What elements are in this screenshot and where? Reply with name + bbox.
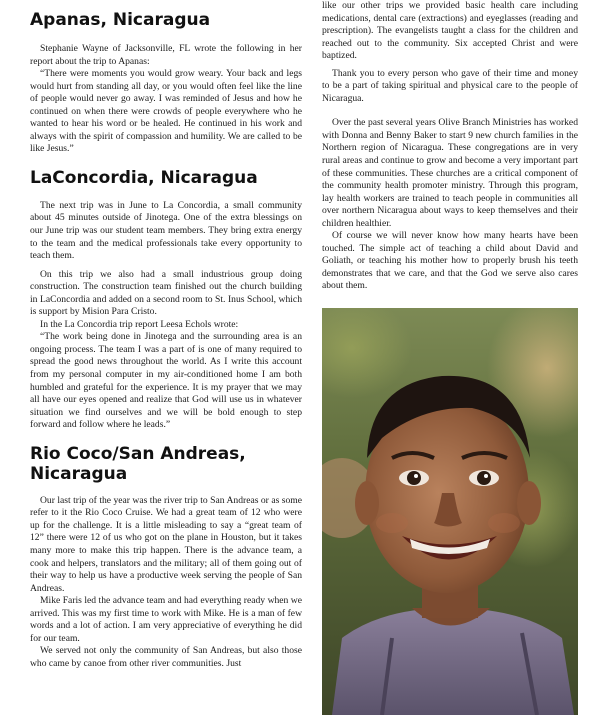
- heading-riococo: [30, 444, 302, 484]
- right-paragraph-4: Of course we will never know how many hearts have been touched. The simple act of teaching a child about David and Goliath, or teaching his mother how to properly brush his teeth demonstrates that we care, and that the God we serve also cares about them.: [322, 230, 578, 292]
- laconcordia-paragraph-2: On this trip we also had a small industrious group doing construction. The construction team finished out the church building in LaConcordia and added on a second room to St. Inus School, which is support by Mision Para Cristo.: [30, 268, 302, 318]
- apanas-paragraph-1: Stephanie Wayne of Jacksonville, FL wrote the following in her report about the trip to Apanas:: [30, 43, 302, 67]
- laconcordia-paragraph-4: “The work being done in Jinotega and the surrounding area is an ongoing process. The team I was a part of is one of many required to spread the good news throughout the world. As I write this account from my personal computer in my air-conditioned home I am both humbled and grateful for the experience. It is my prayer that we may all have our eyes opened and realize that God will use us in whatever situation we find ourselves and we will be bold enough to step forward and follow where he leads.”: [30, 331, 302, 431]
- heading-riococo-line-1: Rio Coco/San Andreas,: [30, 443, 246, 464]
- riococo-paragraph-2: Mike Faris led the advance team and had everything ready when we arrived. This was my first time to work with Mike. He is a man of few words and a lot of action. I am very appreciative of everything he did for our team.: [30, 595, 302, 644]
- riococo-paragraph-3: We served not only the community of San Andreas, but also those who came by canoe from other river communities. Just: [30, 645, 302, 669]
- right-paragraph-3: Over the past several years Olive Branch Ministries has worked with Donna and Benny Baker to start 9 new church families in the Northern region of Nicaragua. These congregations are in very rural areas and continue to grow and become a very important part of these communities. These churches are a critical component of the community health promoter ministry. Through this program, lay health workers are trained to teach people in communities all over northern Nicaragua about ways to keep themselves and their children healthier.: [322, 117, 578, 229]
- heading-apanas: Apanas, Nicaragua: [30, 10, 211, 30]
- heading-laconcordia: LaConcordia, Nicaragua: [30, 167, 258, 188]
- right-paragraph-1: like our other trips we provided basic health care including medications, dental care (extractions) and eyeglasses (reading and prescription). The evangelists taught a class for the children and reached out to the community. Six accepted Christ and were baptized.: [322, 0, 578, 62]
- riococo-paragraph-1: Our last trip of the year was the river trip to San Andreas or as some refer to it the Rio Coco Cruise. We had a great team of 12 who were up for the challenge. It is a little misleading to say a “great team of 12” there were 12 of us who got on the plane in Houston, but it takes many more to make this trip happen. There is the advance team, a cook and helpers, translators and the military; all of them going out of their way to help us have a productive week serving the people of San Andreas.: [30, 494, 302, 594]
- apanas-paragraph-2: “There were moments you would grow weary. Your back and legs would hurt from standing all day, or you would often feel like the line of people would never go away. I was reminded of Jesus and how he continued on when there were crowds of people everywhere who he wanted to hear his word or be healed. He continued in his work and always with the spirit of compassion and humility. We are called to be like Jesus.”: [30, 68, 302, 155]
- heading-riococo-line-2: Nicaragua: [30, 463, 128, 484]
- laconcordia-paragraph-3: In the La Concordia trip report Leesa Echols wrote:: [40, 318, 239, 330]
- left-column: [30, 0, 302, 670]
- right-column: [322, 0, 578, 293]
- laconcordia-paragraph-1: The next trip was in June to La Concordia, a small community about 45 minutes outside of Jinotega. One of the extra blessings on our June trip was our student team members. They bring extra energy to the team and the medical professionals take every opportunity to teach them.: [30, 199, 302, 262]
- right-paragraph-2: Thank you to every person who gave of their time and money to be a part of taking spiritual and physical care to the people of Nicaragua.: [322, 67, 578, 104]
- child-photo: [322, 308, 578, 715]
